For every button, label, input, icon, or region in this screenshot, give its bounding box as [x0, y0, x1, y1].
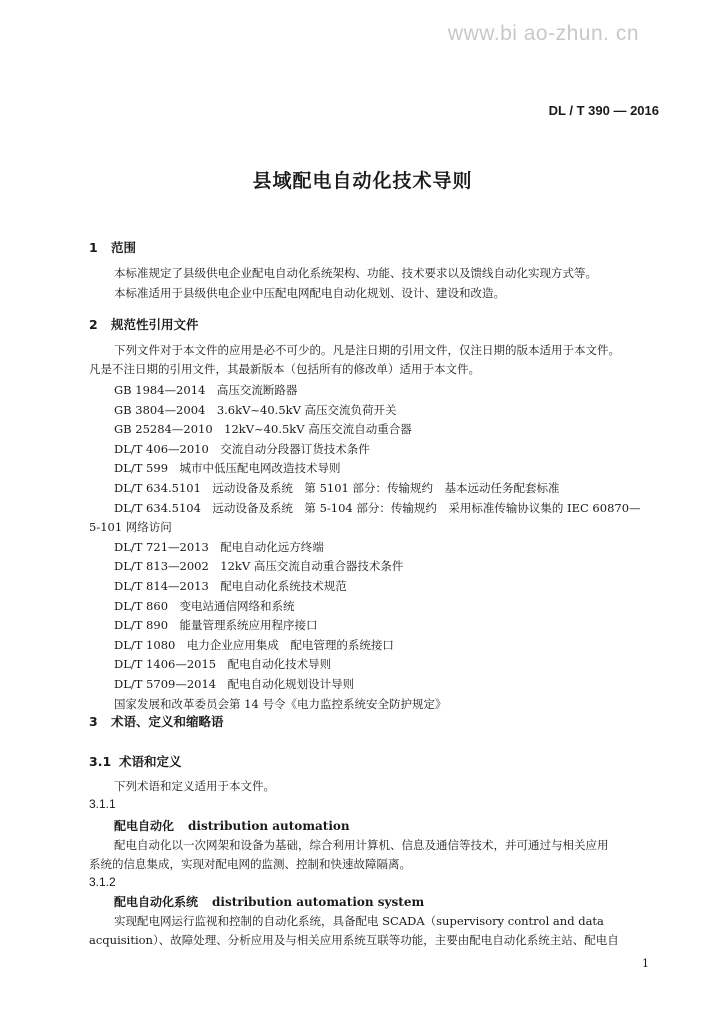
reference-item: GB 3804—2004 3.6kV~40.5kV 高压交流负荷开关 — [114, 402, 397, 417]
term-number: 3.1.1 — [89, 797, 116, 811]
document-title: 县域配电自动化技术导则 — [252, 170, 473, 192]
reference-item: DL/T 5709—2014 配电自动化规划设计导则 — [114, 676, 355, 691]
paragraph: 凡是不注日期的引用文件，其最新版本（包括所有的修改单）适用于本文件。 — [89, 362, 480, 376]
paragraph: 实现配电网运行监视和控制的自动化系统，具备配电 SCADA（supervisory control and data — [114, 914, 604, 928]
paragraph: 配电自动化以一次网架和设备为基础，综合利用计算机、信息及通信等技术，并可通过与相关应用 — [114, 838, 609, 852]
section-3-heading — [89, 712, 224, 730]
paragraph: 本标准适用于县级供电企业中压配电网配电自动化规划、设计、建设和改造。 — [114, 286, 505, 300]
section-title: 规范性引用文件 — [111, 317, 199, 332]
reference-continuation: 5-101 网络访问 — [89, 520, 172, 535]
section-number: 3 — [89, 714, 98, 729]
reference-item: DL/T 406—2010 交流自动分段器订货技术条件 — [114, 441, 370, 456]
paragraph: 下列文件对于本文件的应用是必不可少的。凡是注日期的引用文件，仅注日期的版本适用于本文件。 — [114, 343, 620, 357]
reference-item: DL/T 634.5101 远动设备及系统 第 5101 部分：传输规约 基本远动任务配套标准 — [114, 480, 560, 495]
watermark: www.bi ao-zhun. cn — [447, 22, 639, 45]
reference-item: DL/T 634.5104 远动设备及系统 第 5-104 部分：传输规约 采用标准传输协议集的 IEC 60870— — [114, 500, 641, 515]
reference-item: DL/T 860 变电站通信网络和系统 — [114, 598, 295, 613]
term-name — [114, 817, 350, 834]
paragraph: 系统的信息集成，实现对配电网的监测、控制和快速故障隔离。 — [89, 857, 411, 871]
reference-item: DL/T 721—2013 配电自动化远方终端 — [114, 539, 324, 554]
paragraph: 下列术语和定义适用于本文件。 — [114, 779, 275, 793]
term-en: distribution automation system — [212, 895, 425, 909]
subsection-title: 术语和定义 — [119, 754, 182, 769]
section-number: 2 — [89, 317, 98, 332]
section-title: 范围 — [111, 240, 137, 255]
reference-item: DL/T 599 城市中低压配电网改造技术导则 — [114, 461, 341, 476]
reference-item: GB 1984—2014 高压交流断路器 — [114, 383, 298, 397]
term-number: 3.1.2 — [89, 875, 116, 889]
standard-code: DL / T 390 — 2016 — [548, 103, 659, 118]
section-2-heading — [89, 315, 199, 333]
term-name — [114, 893, 424, 910]
term-en: distribution automation — [188, 819, 350, 833]
reference-item: DL/T 1080 电力企业应用集成 配电管理的系统接口 — [114, 637, 394, 652]
reference-list — [89, 381, 641, 714]
term-cn: 配电自动化系统 — [114, 895, 199, 909]
reference-item: GB 25284—2010 12kV~40.5kV 高压交流自动重合器 — [114, 422, 412, 437]
reference-item: 国家发展和改革委员会第 14 号令《电力监控系统安全防护规定》 — [114, 696, 447, 711]
paragraph: acquisition）、故障处理、分析应用及与相关应用系统互联等功能，主要由配电自动化系统主站、配电自 — [89, 933, 619, 947]
term-cn: 配电自动化 — [114, 819, 175, 833]
page-number: 1 — [642, 957, 649, 970]
subsection-number: 3.1 — [89, 754, 112, 769]
subsection-3-1-heading — [89, 752, 182, 770]
reference-item: DL/T 890 能量管理系统应用程序接口 — [114, 618, 318, 633]
reference-item: DL/T 1406—2015 配电自动化技术导则 — [114, 657, 332, 672]
section-1-heading — [89, 238, 136, 256]
section-title: 术语、定义和缩略语 — [111, 714, 224, 729]
reference-item: DL/T 813—2002 12kV 高压交流自动重合器技术条件 — [114, 559, 404, 574]
section-number: 1 — [89, 240, 98, 255]
paragraph: 本标准规定了县级供电企业配电自动化系统架构、功能、技术要求以及馈线自动化实现方式等。 — [114, 266, 597, 280]
reference-item: DL/T 814—2013 配电自动化系统技术规范 — [114, 578, 347, 593]
